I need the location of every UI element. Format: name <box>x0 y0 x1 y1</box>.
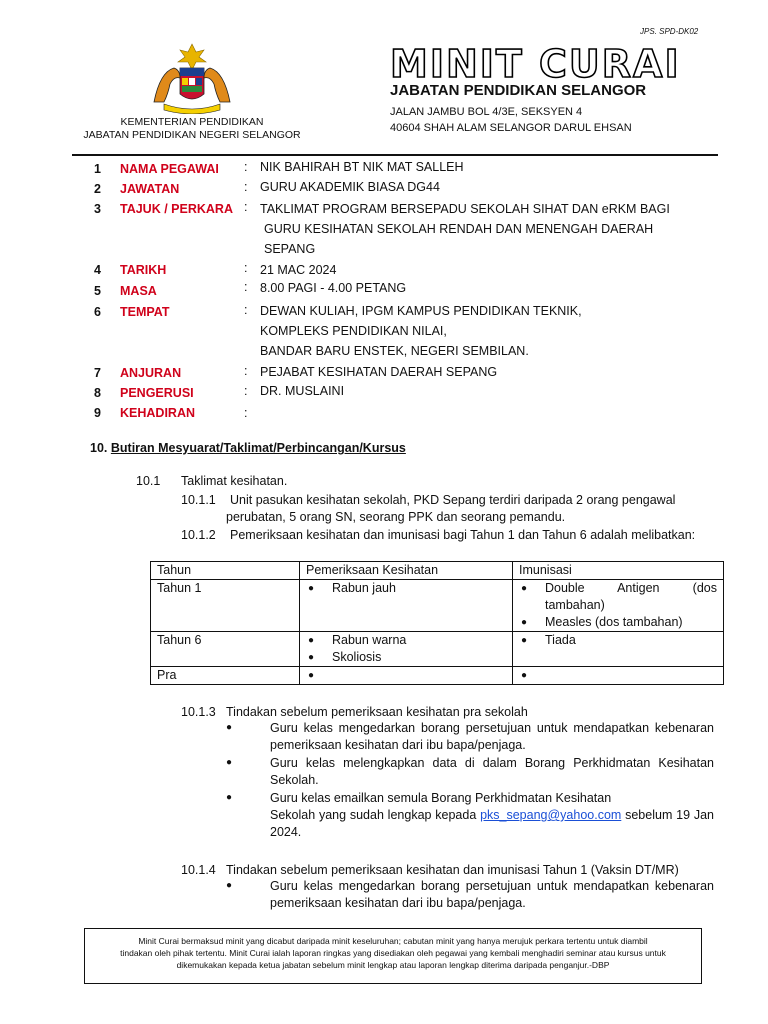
field-label-tempat: TEMPAT <box>120 305 170 319</box>
field-colon: : <box>244 180 248 194</box>
table-cell-exam <box>300 580 513 632</box>
tempat-line-3: BANDAR BARU ENSTEK, NEGERI SEMBILAN. <box>260 344 529 358</box>
table-header: Imunisasi <box>513 562 724 580</box>
item-10-1-number: 10.1 <box>136 474 161 488</box>
item-10-1-3-bullet-2: Guru kelas melengkapkan data di dalam Borang Perkhidmatan Kesihatan Sekolah. <box>270 756 714 787</box>
field-label-pengerusi: PENGERUSI <box>120 386 194 400</box>
field-number: 6 <box>94 305 101 319</box>
field-value-tarikh: 21 MAC 2024 <box>260 263 337 277</box>
table-header: Pemeriksaan Kesihatan <box>300 562 513 580</box>
tajuk-line-3: SEPANG <box>264 242 316 256</box>
field-number: 8 <box>94 386 101 400</box>
item-10-1-3-number: 10.1.3 <box>181 705 216 719</box>
field-label-anjuran: ANJURAN <box>120 366 182 380</box>
field-number: 9 <box>94 406 101 420</box>
table-cell-imm <box>513 632 724 667</box>
item-10-1-1-number: 10.1.1 <box>181 493 216 507</box>
list-item: ● Measles (dos tambahan) <box>519 614 717 631</box>
document-code: JPS. SPD-DK02 <box>640 27 699 36</box>
bullet-3-line-2 <box>270 807 714 841</box>
item-10-1-3-bullet-1: Guru kelas mengedarkan borang persetujuan untuk mendapatkan kebenaran pemeriksaan kesihatan dari ibu bapa/penjaga. <box>270 721 714 752</box>
department-address <box>390 104 632 136</box>
tempat-line-1: DEWAN KULIAH, IPGM KAMPUS PENDIDIKAN TEKNIK, <box>260 304 582 318</box>
field-colon: : <box>244 200 248 214</box>
email-link[interactable]: pks_sepang@yahoo.com <box>480 808 622 822</box>
bullet-icon: ● <box>226 792 233 803</box>
footer-line-3: dikemukakan kepada ketua jabatan sebelum minit lengkap atau laporan lengkap diterima daripada penganjur.-DBP <box>176 960 610 970</box>
table-cell-exam <box>300 632 513 667</box>
tajuk-line-2: GURU KESIHATAN SEKOLAH RENDAH DAN MENENGAH DAERAH <box>264 222 654 236</box>
field-colon: : <box>244 384 248 398</box>
field-number: 7 <box>94 366 101 380</box>
section-10-heading <box>90 441 406 455</box>
field-colon: : <box>244 406 248 420</box>
field-number: 4 <box>94 263 101 277</box>
ministry-block <box>72 116 312 142</box>
department-name: JABATAN PENDIDIKAN SELANGOR <box>390 82 647 99</box>
item-10-1-3-bullet-3 <box>270 790 714 841</box>
bullet-3-line-1: Guru kelas emailkan semula Borang Perkhidmatan Kesihatan <box>270 791 612 805</box>
footer-line-1: Minit Curai bermaksud minit yang dicabut daripada minit keseluruhan; cabutan minit yang hanya merujuk perkara tertentu untuk diambil <box>138 936 648 946</box>
header-divider <box>72 154 718 156</box>
field-value-masa: 8.00 PAGI - 4.00 PETANG <box>260 281 407 295</box>
field-number: 5 <box>94 284 101 298</box>
table-cell-tahun: Pra <box>151 667 300 685</box>
field-number: 1 <box>94 162 101 176</box>
field-label-masa: MASA <box>120 284 157 298</box>
item-10-1-2-text: Pemeriksaan kesihatan dan imunisasi bagi Tahun 1 dan Tahun 6 adalah melibatkan: <box>230 528 696 542</box>
table-row <box>151 667 724 685</box>
field-value-tajuk <box>260 199 670 259</box>
table-header: Tahun <box>151 562 300 580</box>
field-value-nama-pegawai: NIK BAHIRAH BT NIK MAT SALLEH <box>260 160 464 174</box>
footer-note <box>84 928 702 984</box>
section-10-number: 10. <box>90 441 108 455</box>
bullet-icon: ● <box>226 722 233 733</box>
list-item: ● Rabun jauh <box>306 580 506 597</box>
table-cell-tahun: Tahun 6 <box>151 632 300 667</box>
item-10-1-4-bullet-1: Guru kelas mengedarkan borang persetujuan untuk mendapatkan kebenaran pemeriksaan kesihatan dari ibu bapa/penjaga. <box>270 879 714 910</box>
address-line-2: 40604 SHAH ALAM SELANGOR DARUL EHSAN <box>390 122 632 134</box>
item-10-1-4-title: Tindakan sebelum pemeriksaan kesihatan dan imunisasi Tahun 1 (Vaksin DT/MR) <box>226 863 679 877</box>
item-10-1-text: Taklimat kesihatan. <box>181 474 288 488</box>
bullet-3-pre: Sekolah yang sudah lengkap kepada <box>270 808 477 822</box>
bullet-icon: ● <box>226 757 233 768</box>
item-10-1-1-line-2: perubatan, 5 orang SN, seorang PPK dan seorang pemandu. <box>226 510 566 524</box>
table-header-row <box>151 562 724 580</box>
examination-table <box>150 561 724 685</box>
field-label-tarikh: TARIKH <box>120 263 167 277</box>
item-10-1-2-number: 10.1.2 <box>181 528 216 542</box>
ministry-name: KEMENTERIAN PENDIDIKAN <box>120 116 264 128</box>
table-cell-imm <box>513 580 724 632</box>
item-10-1-3-title: Tindakan sebelum pemeriksaan kesihatan pra sekolah <box>226 705 528 719</box>
document-title: MINIT CURAI <box>390 42 681 86</box>
imm-double-antigen: Double Antigen (dos tambahan) <box>545 581 717 612</box>
table-row <box>151 632 724 667</box>
field-value-jawatan: GURU AKADEMIK BIASA DG44 <box>260 180 440 194</box>
field-colon: : <box>244 303 248 317</box>
section-10-title: Butiran Mesyuarat/Taklimat/Perbincangan/Kursus <box>110 441 406 455</box>
item-10-1-4-number: 10.1.4 <box>181 863 216 877</box>
bullet-icon: ● <box>226 880 233 891</box>
field-label-nama-pegawai: NAMA PEGAWAI <box>120 162 219 176</box>
list-item <box>519 580 717 614</box>
address-line-1: JALAN JAMBU BOL 4/3E, SEKSYEN 4 <box>390 106 583 118</box>
table-row <box>151 580 724 632</box>
field-label-kehadiran: KEHADIRAN <box>120 406 195 420</box>
tempat-line-2: KOMPLEKS PENDIDIKAN NILAI, <box>260 324 447 338</box>
table-cell-exam <box>300 667 513 685</box>
field-number: 2 <box>94 182 101 196</box>
table-cell-tahun: Tahun 1 <box>151 580 300 632</box>
field-label-tajuk: TAJUK / PERKARA <box>120 202 233 216</box>
field-colon: : <box>244 160 248 174</box>
bullet-3-post: sebelum 19 Jan 2024. <box>270 808 714 839</box>
list-item: ● Tiada <box>519 632 717 649</box>
item-10-1-1-line-1: Unit pasukan kesihatan sekolah, PKD Sepang terdiri daripada 2 orang pengawal <box>230 493 676 507</box>
table-cell-imm <box>513 667 724 685</box>
field-number: 3 <box>94 202 101 216</box>
field-value-anjuran: PEJABAT KESIHATAN DAERAH SEPANG <box>260 365 498 379</box>
tajuk-line-1: TAKLIMAT PROGRAM BERSEPADU SEKOLAH SIHAT DAN eRKM BAGI <box>260 202 670 216</box>
field-colon: : <box>244 261 248 275</box>
field-label-jawatan: JAWATAN <box>120 182 180 196</box>
list-item: ● Skoliosis <box>306 649 506 666</box>
coat-of-arms-icon <box>144 42 240 114</box>
field-value-pengerusi: DR. MUSLAINI <box>260 384 345 398</box>
field-value-tempat <box>260 301 582 361</box>
list-item: ● Rabun warna <box>306 632 506 649</box>
state-dept-name: JABATAN PENDIDIKAN NEGERI SELANGOR <box>83 129 301 141</box>
field-colon: : <box>244 364 248 378</box>
field-colon: : <box>244 280 248 294</box>
footer-line-2: tindakan oleh pihak tertentu. Minit Curai ialah laporan ringkas yang disediakan oleh pegawai yang kembali menghadiri seminar atau kursus untuk <box>120 948 666 958</box>
